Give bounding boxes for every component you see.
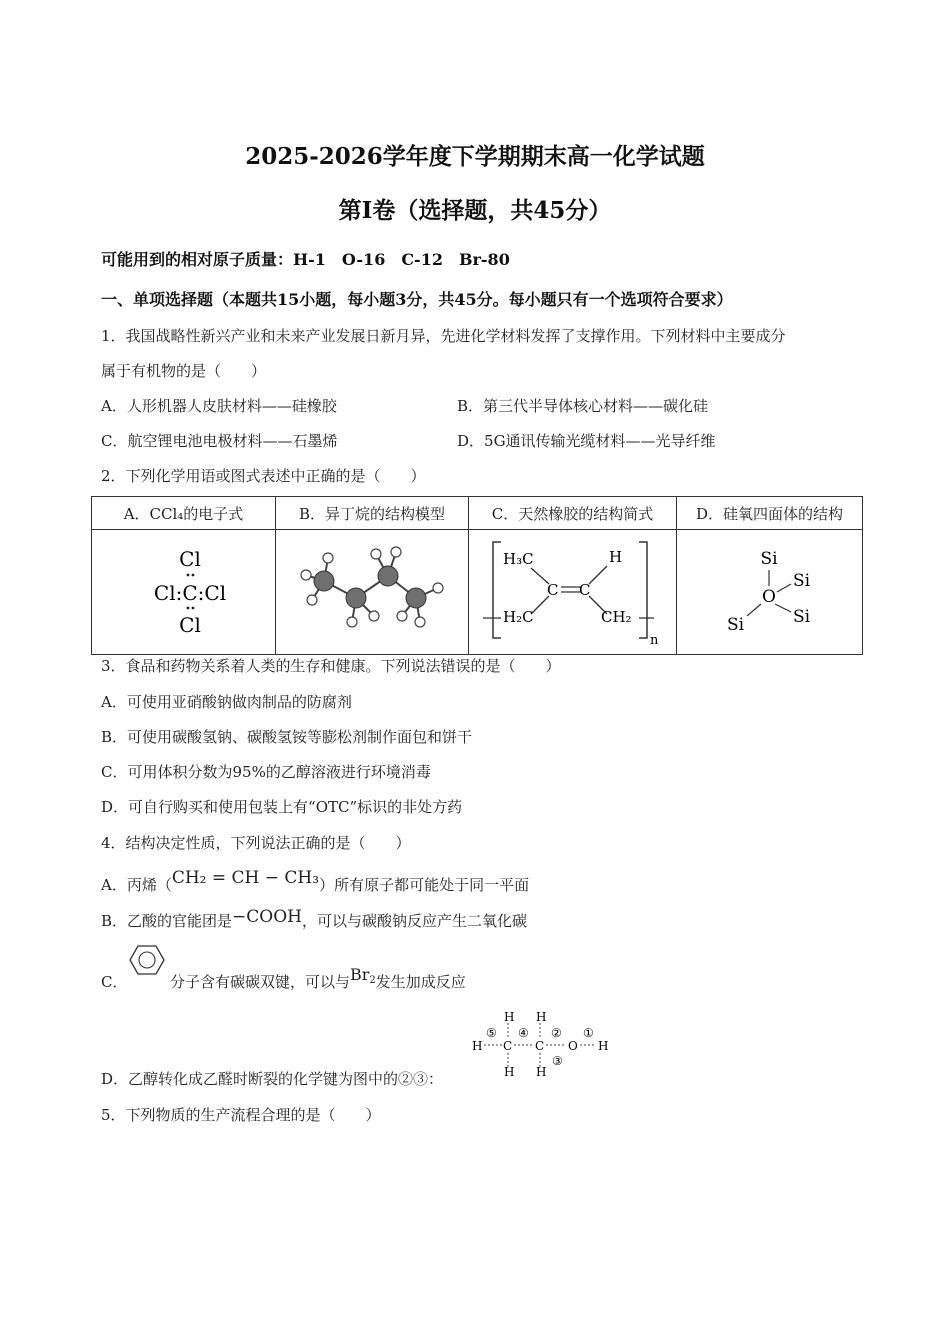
bromine-formula <box>350 965 376 984</box>
bromine-subscript: 2 <box>369 975 376 986</box>
bond-label-2: ② <box>551 1026 562 1040</box>
silica-structure <box>677 530 863 655</box>
bond-label-5: ⑤ <box>486 1026 497 1040</box>
q4-stem: 4．结构决定性质，下列说法正确的是（ ） <box>101 834 411 852</box>
q4-a-prefix: A．丙烯（ <box>101 876 172 894</box>
q3-option-a: A．可使用亚硝酸钠做肉制品的防腐剂 <box>101 693 352 711</box>
ccl4-cl-top: Cl <box>179 547 201 571</box>
ethanol-h-left: H <box>472 1039 483 1053</box>
q4-option-d: D．乙醇转化成乙醛时断裂的化学键为图中的②③： <box>101 1070 444 1088</box>
section-heading: 一、单项选择题（本题共15小题，每小题3分，共45分。每小题只有一个选项符合要求） <box>101 290 733 309</box>
q5-stem: 5．下列物质的生产流程合理的是（ ） <box>101 1106 381 1124</box>
q1-option-a: A．人形机器人皮肤材料——硅橡胶 <box>101 397 337 415</box>
q2-options-table <box>91 496 863 655</box>
q4-b-suffix: ，可以与碳酸钠反应产生二氧化碳 <box>301 912 527 930</box>
ethanol-h-top2: H <box>536 1010 547 1024</box>
rubber-n: n <box>650 633 659 648</box>
ethanol-bond-diagram <box>466 1008 616 1078</box>
ethanol-c1: C <box>503 1039 513 1053</box>
ethanol-h-bot2: H <box>536 1065 547 1078</box>
bond-label-4: ④ <box>518 1026 529 1040</box>
q3-stem: 3．食品和药物关系着人类的生存和健康。下列说法错误的是（ ） <box>101 657 561 675</box>
rubber-h3c: H₃C <box>503 550 534 568</box>
q2-header-b: B．异丁烷的结构模型 <box>276 497 469 530</box>
rubber-ch2: CH₂ <box>601 608 632 626</box>
bromine-symbol: Br <box>350 965 370 984</box>
q3-option-c: C．可用体积分数为95%的乙醇溶液进行环境消毒 <box>101 763 431 781</box>
bond-label-1: ① <box>583 1026 594 1040</box>
rubber-structure <box>469 530 677 655</box>
q2-header-a: A．CCl₄的电子式 <box>92 497 276 530</box>
q2-header-d: D．硅氧四面体的结构 <box>677 497 863 530</box>
q2-header-c: C．天然橡胶的结构简式 <box>469 497 677 530</box>
q4-option-b <box>101 907 527 931</box>
isobutane-model <box>276 530 469 655</box>
ccl4-middle-row: Cl:C:Cl <box>153 581 227 605</box>
rubber-h: H <box>609 548 623 566</box>
silica-si-right-lower: Si <box>793 607 811 627</box>
ethanol-h-top1: H <box>504 1010 515 1024</box>
q4-c-suffix: 分子含有碳碳双键，可以与 <box>170 973 351 991</box>
q1-option-b: B．第三代半导体核心材料——碳化硅 <box>457 397 709 415</box>
q1-option-c: C．航空锂电池电极材料——石墨烯 <box>101 432 338 450</box>
silica-si-top: Si <box>760 549 778 569</box>
q1-stem-line2: 属于有机物的是（ ） <box>101 362 267 380</box>
q4-c-end: 发生加成反应 <box>375 973 466 991</box>
q4-b-prefix: B．乙酸的官能团是 <box>101 912 233 930</box>
q1-option-d: D．5G通讯传输光缆材料——光导纤维 <box>457 432 716 450</box>
q3-option-b: B．可使用碳酸氢钠、碳酸氢铵等膨松剂制作面包和饼干 <box>101 728 473 746</box>
ethanol-h-right: H <box>598 1039 609 1053</box>
ethanol-c2: C <box>535 1039 545 1053</box>
carboxyl-formula: −COOH <box>232 907 302 927</box>
ethanol-h-bot1: H <box>504 1065 515 1078</box>
q4-a-suffix: ）所有原子都可能处于同一平面 <box>319 876 530 894</box>
q2-stem: 2．下列化学用语或图式表述中正确的是（ ） <box>101 467 426 485</box>
propene-formula: CH₂ = CH − CH₃ <box>171 868 320 888</box>
atomic-masses: 可能用到的相对原子质量：H-1 O-16 C-12 Br-80 <box>101 250 510 269</box>
ethanol-o: O <box>568 1039 578 1053</box>
rubber-h2c: H₂C <box>503 608 534 626</box>
q4-option-a <box>101 868 530 895</box>
volume-title: 第Ⅰ卷（选择题，共45分） <box>338 197 612 224</box>
q4-option-c-text <box>170 965 466 993</box>
q3-option-d: D．可自行购买和使用包装上有“OTC”标识的非处方药 <box>101 798 463 816</box>
ccl4-cl-bottom: Cl <box>179 613 201 637</box>
benzene-ring-icon <box>128 944 166 978</box>
silica-o: O <box>762 587 776 607</box>
silica-si-right: Si <box>793 571 811 591</box>
q4-option-c-label: C． <box>101 973 128 991</box>
exam-title: 2025-2026学年度下学期期末高一化学试题 <box>245 143 705 170</box>
rubber-c-right: C <box>579 581 591 599</box>
bond-label-3: ③ <box>552 1054 563 1068</box>
q1-stem-line1: 1．我国战略性新兴产业和未来产业发展日新月异，先进化学材料发挥了支撑作用。下列材料中主要成分 <box>101 327 786 345</box>
ccl4-electron-formula <box>92 530 276 655</box>
rubber-c-left: C <box>547 581 559 599</box>
silica-si-left: Si <box>727 615 745 635</box>
